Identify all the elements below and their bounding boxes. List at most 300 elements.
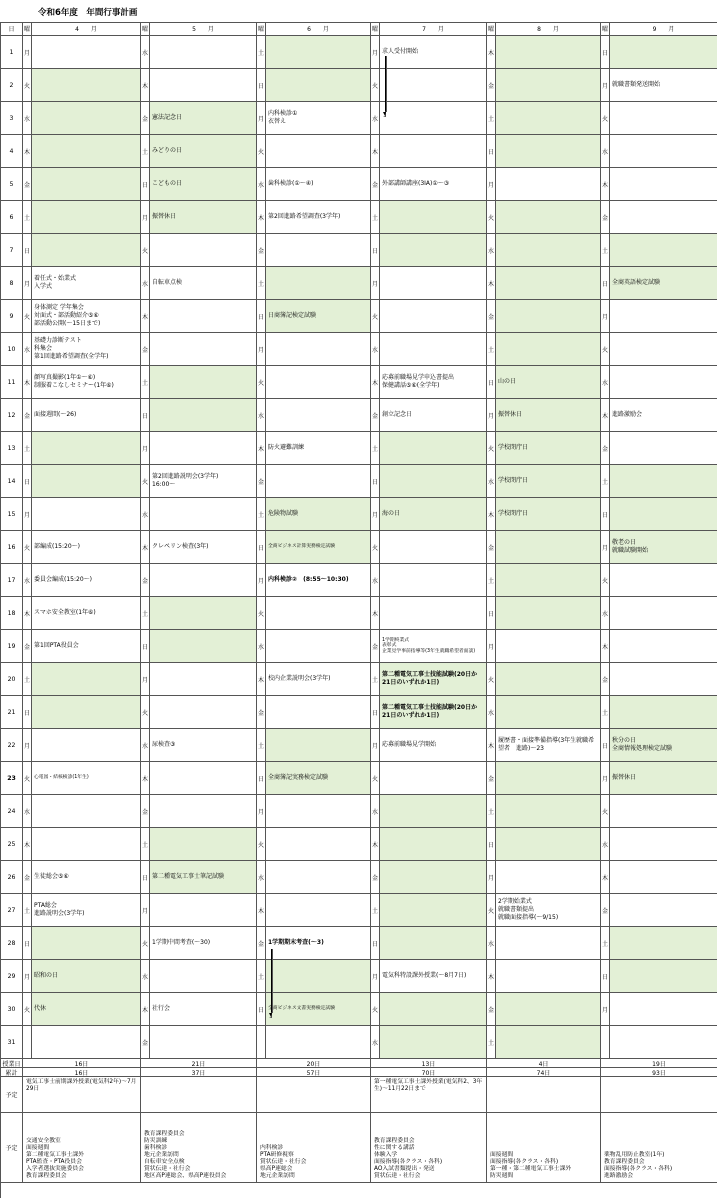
lesson-days-label: 授業日 xyxy=(1,1059,23,1068)
weekday-cell: 木 xyxy=(257,894,266,927)
event-cell xyxy=(266,69,371,102)
event-cell xyxy=(150,1026,257,1059)
weekday-cell: 土 xyxy=(141,135,150,168)
day-number: 3 xyxy=(1,102,23,135)
event-cell xyxy=(496,201,601,234)
event-cell: 創立記念日 xyxy=(380,399,487,432)
weekday-cell: 土 xyxy=(257,267,266,300)
event-cell: 第1回PTA役員会 xyxy=(32,630,141,663)
weekday-cell: 日 xyxy=(23,696,32,729)
weekday-cell: 日 xyxy=(257,300,266,333)
event-cell: 第二種電気工事士筆記試験 xyxy=(150,861,257,894)
header-weekday: 曜 xyxy=(487,23,496,36)
day-number: 6 xyxy=(1,201,23,234)
weekday-cell: 日 xyxy=(23,927,32,960)
event-cell xyxy=(150,234,257,267)
weekday-cell: 月 xyxy=(601,69,610,102)
weekday-cell: 木 xyxy=(601,399,610,432)
event-cell: 学校閉庁日 xyxy=(496,465,601,498)
empty-cell xyxy=(601,1026,610,1059)
day-number: 13 xyxy=(1,432,23,465)
weekday-cell: 日 xyxy=(371,927,380,960)
weekday-cell: 木 xyxy=(257,432,266,465)
day-number: 9 xyxy=(1,300,23,333)
weekday-cell: 土 xyxy=(141,597,150,630)
event-cell xyxy=(150,894,257,927)
header-weekday: 曜 xyxy=(141,23,150,36)
event-cell: 1学期期末考査(～3) xyxy=(266,927,371,960)
day-number: 31 xyxy=(1,1026,23,1059)
weekday-cell: 土 xyxy=(141,828,150,861)
weekday-cell: 水 xyxy=(257,168,266,201)
weekday-cell: 水 xyxy=(487,465,496,498)
weekday-cell: 金 xyxy=(141,795,150,828)
event-cell: 第二種電気工事士技能試験(20日か21日のいずれか1日) xyxy=(380,696,487,729)
event-cell xyxy=(266,894,371,927)
weekday-cell: 月 xyxy=(601,531,610,564)
event-cell: 振替休日 xyxy=(150,201,257,234)
july-period-arrow-icon xyxy=(383,112,386,117)
weekday-cell: 月 xyxy=(601,762,610,795)
weekday-cell: 土 xyxy=(23,432,32,465)
weekday-cell: 金 xyxy=(257,234,266,267)
weekday-cell: 土 xyxy=(257,36,266,69)
lesson-days-value: 21日 xyxy=(141,1059,257,1068)
event-cell xyxy=(150,663,257,696)
weekday-cell: 土 xyxy=(371,201,380,234)
event-cell: 昭和の日 xyxy=(32,960,141,993)
event-cell xyxy=(380,894,487,927)
weekday-cell: 火 xyxy=(371,762,380,795)
day-number: 15 xyxy=(1,498,23,531)
weekday-cell: 水 xyxy=(23,564,32,597)
weekday-cell: 日 xyxy=(257,69,266,102)
event-cell xyxy=(496,300,601,333)
event-cell: 応募前職場見学開始 xyxy=(380,729,487,762)
event-cell xyxy=(610,168,717,201)
day-number: 4 xyxy=(1,135,23,168)
weekday-cell: 日 xyxy=(257,531,266,564)
weekday-cell: 金 xyxy=(601,894,610,927)
event-cell xyxy=(496,597,601,630)
weekday-cell: 月 xyxy=(257,102,266,135)
weekday-cell: 木 xyxy=(371,597,380,630)
weekday-cell: 木 xyxy=(141,762,150,795)
weekday-cell: 土 xyxy=(23,201,32,234)
event-cell xyxy=(266,36,371,69)
day-number: 16 xyxy=(1,531,23,564)
event-cell: 第2回進路希望調査(3学年) xyxy=(266,201,371,234)
weekday-cell: 日 xyxy=(23,234,32,267)
day-number: 24 xyxy=(1,795,23,828)
weekday-cell: 土 xyxy=(23,894,32,927)
weekday-cell: 月 xyxy=(487,630,496,663)
event-cell xyxy=(266,630,371,663)
event-cell xyxy=(150,366,257,399)
empty-cell xyxy=(610,1026,717,1059)
day-number: 8 xyxy=(1,267,23,300)
empty-cell xyxy=(32,1026,141,1059)
weekday-cell: 金 xyxy=(23,399,32,432)
weekday-cell: 水 xyxy=(371,333,380,366)
event-cell xyxy=(266,399,371,432)
weekday-cell: 火 xyxy=(141,465,150,498)
event-cell: 応募前職場見学申込書提出 保健講話⑤⑥(全学年) xyxy=(380,366,487,399)
event-cell xyxy=(380,201,487,234)
event-cell xyxy=(610,498,717,531)
weekday-cell: 日 xyxy=(141,168,150,201)
weekday-cell: 金 xyxy=(487,762,496,795)
weekday-cell: 火 xyxy=(23,69,32,102)
event-cell: 校内企業説明会(3学年) xyxy=(266,663,371,696)
event-cell xyxy=(610,927,717,960)
event-cell: 振替休日 xyxy=(496,399,601,432)
weekday-cell: 月 xyxy=(487,861,496,894)
event-cell xyxy=(266,861,371,894)
event-cell: 部編成(15:20～) xyxy=(32,531,141,564)
plan-cell: 面接週間 面接指導(各クラス・各科) 第一種・第二種電気工事士課外 防災週間 xyxy=(487,1113,601,1183)
june-exam-period-line xyxy=(271,949,273,1013)
weekday-cell: 土 xyxy=(257,498,266,531)
day-number: 20 xyxy=(1,663,23,696)
weekday-cell: 金 xyxy=(371,168,380,201)
weekday-cell: 木 xyxy=(487,960,496,993)
event-cell xyxy=(150,960,257,993)
event-cell: 就職書類発送開始 xyxy=(610,69,717,102)
total-days-value: 74日 xyxy=(487,1068,601,1077)
weekday-cell: 月 xyxy=(371,729,380,762)
event-cell xyxy=(32,234,141,267)
weekday-cell: 金 xyxy=(23,168,32,201)
weekday-cell: 土 xyxy=(257,729,266,762)
weekday-cell: 火 xyxy=(487,663,496,696)
weekday-cell: 火 xyxy=(23,762,32,795)
weekday-cell: 火 xyxy=(487,201,496,234)
weekday-cell: 月 xyxy=(23,729,32,762)
event-cell xyxy=(32,927,141,960)
day-number: 28 xyxy=(1,927,23,960)
event-cell xyxy=(610,795,717,828)
weekday-cell: 土 xyxy=(601,465,610,498)
day-number: 30 xyxy=(1,993,23,1026)
event-cell xyxy=(496,168,601,201)
event-cell xyxy=(32,828,141,861)
event-cell xyxy=(610,135,717,168)
event-cell: 敬老の日 就職試験開始 xyxy=(610,531,717,564)
total-days-label: 累計 xyxy=(1,1068,23,1077)
weekday-cell: 水 xyxy=(141,729,150,762)
event-cell xyxy=(610,432,717,465)
event-cell xyxy=(380,267,487,300)
header-weekday: 曜 xyxy=(601,23,610,36)
event-cell xyxy=(496,69,601,102)
weekday-cell: 火 xyxy=(601,333,610,366)
event-cell xyxy=(32,432,141,465)
event-cell: スマホ安全教室(1年⑥) xyxy=(32,597,141,630)
event-cell xyxy=(496,564,601,597)
event-cell xyxy=(266,597,371,630)
day-number: 2 xyxy=(1,69,23,102)
weekday-cell: 火 xyxy=(23,300,32,333)
plan-label: 予定 xyxy=(1,1077,23,1113)
weekday-cell: 火 xyxy=(23,993,32,1026)
weekday-cell: 土 xyxy=(487,795,496,828)
event-cell xyxy=(380,927,487,960)
weekday-cell: 水 xyxy=(487,234,496,267)
event-cell xyxy=(150,597,257,630)
weekday-cell: 金 xyxy=(487,300,496,333)
weekday-cell: 日 xyxy=(257,762,266,795)
weekday-cell: 月 xyxy=(371,960,380,993)
empty-cell xyxy=(257,1026,266,1059)
weekday-cell: 火 xyxy=(257,366,266,399)
day-number: 21 xyxy=(1,696,23,729)
event-cell xyxy=(610,366,717,399)
weekday-cell: 木 xyxy=(371,366,380,399)
day-number: 14 xyxy=(1,465,23,498)
weekday-cell: 月 xyxy=(23,36,32,69)
header-month: 4 月 xyxy=(32,23,141,36)
event-cell xyxy=(380,300,487,333)
lesson-days-value: 13日 xyxy=(371,1059,487,1068)
weekday-cell: 土 xyxy=(371,894,380,927)
weekday-cell: 火 xyxy=(601,795,610,828)
weekday-cell: 水 xyxy=(371,1026,380,1059)
plan-cell xyxy=(601,1077,717,1113)
event-cell xyxy=(610,102,717,135)
weekday-cell: 金 xyxy=(141,102,150,135)
event-cell: 学校閉庁日 xyxy=(496,498,601,531)
weekday-cell: 月 xyxy=(141,432,150,465)
weekday-cell: 金 xyxy=(23,861,32,894)
event-cell xyxy=(610,597,717,630)
event-cell xyxy=(496,663,601,696)
event-cell xyxy=(496,696,601,729)
event-cell xyxy=(150,795,257,828)
event-cell: 社行会 xyxy=(150,993,257,1026)
weekday-cell: 金 xyxy=(487,69,496,102)
weekday-cell: 水 xyxy=(487,927,496,960)
weekday-cell: 水 xyxy=(601,597,610,630)
day-number: 27 xyxy=(1,894,23,927)
event-cell: 内科検診② (8:55～10:30) xyxy=(266,564,371,597)
event-cell xyxy=(32,663,141,696)
event-cell xyxy=(380,597,487,630)
day-number: 19 xyxy=(1,630,23,663)
event-cell xyxy=(380,234,487,267)
event-cell xyxy=(266,135,371,168)
event-cell xyxy=(610,300,717,333)
event-cell xyxy=(380,861,487,894)
event-cell xyxy=(496,993,601,1026)
weekday-cell: 土 xyxy=(487,333,496,366)
event-cell xyxy=(610,828,717,861)
weekday-cell: 火 xyxy=(487,432,496,465)
event-cell xyxy=(496,102,601,135)
event-cell xyxy=(266,729,371,762)
day-number: 26 xyxy=(1,861,23,894)
event-cell xyxy=(380,432,487,465)
event-cell xyxy=(610,36,717,69)
event-cell xyxy=(610,663,717,696)
day-number: 12 xyxy=(1,399,23,432)
weekday-cell: 月 xyxy=(371,36,380,69)
plan-cell xyxy=(141,1077,257,1113)
event-cell xyxy=(266,795,371,828)
event-cell xyxy=(610,234,717,267)
event-cell xyxy=(610,894,717,927)
event-cell: 全商簿記実務検定試験 xyxy=(266,762,371,795)
weekday-cell: 木 xyxy=(23,828,32,861)
weekday-cell: 木 xyxy=(487,729,496,762)
weekday-cell: 金 xyxy=(141,564,150,597)
weekday-cell: 土 xyxy=(371,432,380,465)
event-cell: 顔写真撮影(1年①～⑥) 制服着こなしセミナー(1年⑥) xyxy=(32,366,141,399)
day-number: 10 xyxy=(1,333,23,366)
header-month: 8 月 xyxy=(496,23,601,36)
weekday-cell: 水 xyxy=(23,102,32,135)
weekday-cell: 日 xyxy=(487,366,496,399)
total-days-value: 37日 xyxy=(141,1068,257,1077)
weekday-cell: 日 xyxy=(371,234,380,267)
event-cell xyxy=(496,234,601,267)
event-cell xyxy=(150,630,257,663)
weekday-cell: 土 xyxy=(487,1026,496,1059)
weekday-cell: 火 xyxy=(257,597,266,630)
event-cell xyxy=(150,432,257,465)
plan-cell: 内科検診 PTA研修視察 賞状伝達・社行会 県高P連総会 地元企業訪問 xyxy=(257,1113,371,1183)
event-cell xyxy=(380,531,487,564)
day-number: 22 xyxy=(1,729,23,762)
plan-cell: 教育課程委員会 性に関する講話 体験入学 面接指導(各クラス・各科) AO入試書類提出・発送 賞状伝達・社行会 xyxy=(371,1113,487,1183)
weekday-cell: 水 xyxy=(257,399,266,432)
weekday-cell: 火 xyxy=(487,894,496,927)
weekday-cell: 水 xyxy=(601,366,610,399)
event-cell: 生徒総会⑤⑥ xyxy=(32,861,141,894)
day-number: 23 xyxy=(1,762,23,795)
weekday-cell: 火 xyxy=(371,531,380,564)
event-cell xyxy=(266,234,371,267)
weekday-cell: 水 xyxy=(141,498,150,531)
weekday-cell: 土 xyxy=(371,663,380,696)
event-cell xyxy=(380,102,487,135)
event-cell xyxy=(380,1026,487,1059)
weekday-cell: 月 xyxy=(601,300,610,333)
event-cell xyxy=(32,69,141,102)
weekday-cell: 日 xyxy=(601,960,610,993)
event-cell xyxy=(266,366,371,399)
event-cell: 全商ビジネス計算実務検定試験 xyxy=(266,531,371,564)
event-cell xyxy=(150,69,257,102)
event-cell: 秋分の日 全商情報処理検定試験 xyxy=(610,729,717,762)
event-cell xyxy=(150,36,257,69)
event-cell: 憲法記念日 xyxy=(150,102,257,135)
weekday-cell: 水 xyxy=(141,267,150,300)
event-cell: こどもの日 xyxy=(150,168,257,201)
weekday-cell: 火 xyxy=(257,828,266,861)
weekday-cell: 土 xyxy=(23,663,32,696)
event-cell xyxy=(380,333,487,366)
plan-cell: 交通安全教室 面接週間 第二種電気工事士課外 PTA監査・PTA役員会 入学者選抜実施委員会 教育課程委員会 xyxy=(23,1113,141,1183)
weekday-cell: 木 xyxy=(141,993,150,1026)
event-cell: 1学期中間考査(～30) xyxy=(150,927,257,960)
event-cell xyxy=(150,300,257,333)
weekday-cell: 日 xyxy=(601,498,610,531)
weekday-cell: 月 xyxy=(23,498,32,531)
weekday-cell: 土 xyxy=(257,960,266,993)
weekday-cell: 金 xyxy=(601,432,610,465)
event-cell: クレペリン検査(3年) xyxy=(150,531,257,564)
weekday-cell: 水 xyxy=(371,102,380,135)
event-cell xyxy=(496,795,601,828)
header-month: 6 月 xyxy=(266,23,371,36)
weekday-cell: 日 xyxy=(257,993,266,1026)
weekday-cell: 木 xyxy=(487,36,496,69)
event-cell xyxy=(32,795,141,828)
event-cell: 歯科検診(①～④) xyxy=(266,168,371,201)
weekday-cell: 月 xyxy=(487,399,496,432)
weekday-cell: 土 xyxy=(141,366,150,399)
event-cell: 代休 xyxy=(32,993,141,1026)
event-cell xyxy=(380,69,487,102)
plan-cell: 電気工事士前期課外授業(電気科2年)～7月29日 xyxy=(23,1077,141,1113)
event-cell: みどりの日 xyxy=(150,135,257,168)
weekday-cell: 火 xyxy=(371,993,380,1026)
header-month: 9 月 xyxy=(610,23,717,36)
weekday-cell: 金 xyxy=(371,399,380,432)
event-cell xyxy=(380,828,487,861)
weekday-cell: 土 xyxy=(601,696,610,729)
event-cell xyxy=(380,993,487,1026)
event-cell: 尿検査③ xyxy=(150,729,257,762)
day-number: 1 xyxy=(1,36,23,69)
weekday-cell: 土 xyxy=(487,564,496,597)
weekday-cell: 火 xyxy=(601,564,610,597)
event-cell: 第2回進路説明会(3学年) 16:00～ xyxy=(150,465,257,498)
event-cell: 求人受付開始 xyxy=(380,36,487,69)
weekday-cell: 火 xyxy=(23,531,32,564)
weekday-cell: 水 xyxy=(257,630,266,663)
event-cell xyxy=(496,630,601,663)
event-cell: 振替休日 xyxy=(610,762,717,795)
weekday-cell: 金 xyxy=(371,630,380,663)
event-cell xyxy=(610,696,717,729)
weekday-cell: 火 xyxy=(141,234,150,267)
plan-cell: 第一種電気工事士課外授業(電気科2、3年生)～11月22日まで xyxy=(371,1077,487,1113)
event-cell xyxy=(32,102,141,135)
event-cell: 着任式・始業式 入学式 xyxy=(32,267,141,300)
weekday-cell: 木 xyxy=(601,168,610,201)
weekday-cell: 日 xyxy=(371,696,380,729)
total-days-value: 16日 xyxy=(23,1068,141,1077)
event-cell xyxy=(150,828,257,861)
event-cell xyxy=(380,564,487,597)
weekday-cell: 日 xyxy=(371,465,380,498)
weekday-cell: 日 xyxy=(141,861,150,894)
empty-cell xyxy=(23,1026,32,1059)
event-cell: 全商ビジネス文書実務検定試験 xyxy=(266,993,371,1026)
weekday-cell: 金 xyxy=(141,1026,150,1059)
weekday-cell: 水 xyxy=(601,135,610,168)
event-cell: 防火避難訓練 xyxy=(266,432,371,465)
event-cell: 内科検診① 衣替え xyxy=(266,102,371,135)
weekday-cell: 木 xyxy=(141,300,150,333)
event-cell xyxy=(496,267,601,300)
event-cell: 第二種電気工事士技能試験(20日か21日のいずれか1日) xyxy=(380,663,487,696)
weekday-cell: 木 xyxy=(141,531,150,564)
weekday-cell: 水 xyxy=(23,795,32,828)
weekday-cell: 月 xyxy=(23,960,32,993)
